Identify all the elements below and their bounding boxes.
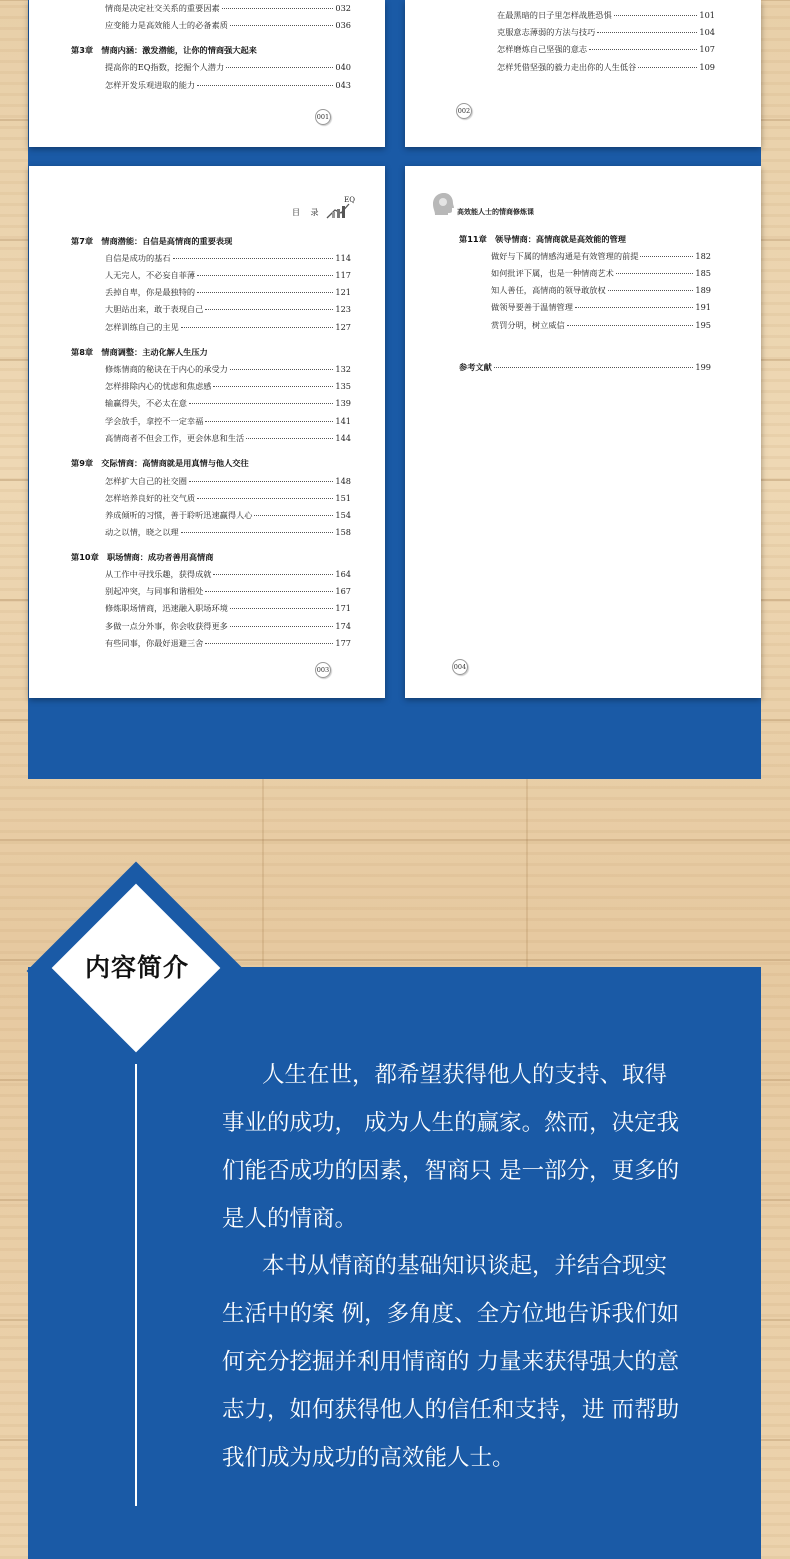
chapter-heading: 第9章 交际情商：高情商就是用真情与他人交往 xyxy=(71,458,249,468)
toc-entry: 学会放手，拿控不一定幸福 141 xyxy=(105,416,351,426)
page-number: 004 xyxy=(452,659,468,675)
intro-paragraph-2: 本书从情商的基础知识谈起，并结合现实生活中的案 例，多角度、全方位地告诉我们如何充分挖掘并利用情商的 力量来获得强大的意志力，如何获得他人的信任和支持，进 而帮助我们成为成功的高效能人士。 xyxy=(222,1253,680,1471)
toc-entry: 人无完人，不必妄自菲薄 117 xyxy=(105,270,351,280)
toc-entry: 如何批评下属，也是一种情商艺术 185 xyxy=(491,268,711,278)
references-entry: 参考文献 199 xyxy=(459,362,711,372)
toc-entry: 怎样凭借坚强的毅力走出你的人生低谷 109 xyxy=(497,62,715,72)
toc-entry: 情商是决定社交关系的重要因素 032 xyxy=(105,3,351,13)
toc-entry: 应变能力是高效能人士的必备素质 036 xyxy=(105,20,351,30)
chapter-heading: 第10章 职场情商：成功者善用高情商 xyxy=(71,552,214,562)
page-number: 001 xyxy=(315,109,331,125)
toc-entry: 做好与下属的情感沟通是有效管理的前提 182 xyxy=(491,251,711,261)
toc-page-004 xyxy=(405,166,761,698)
section-title: 内容简介 xyxy=(84,953,189,982)
toc-entry: 高情商者不但会工作，更会休息和生活 144 xyxy=(105,433,351,443)
toc-entry: 做领导要善于温情管理 191 xyxy=(491,302,711,312)
toc-entry: 怎样培养良好的社交气质 151 xyxy=(105,493,351,503)
chapter-heading: 第11章 领导情商：高情商就是高效能的管理 xyxy=(459,234,626,244)
chapter-heading: 第7章 情商潜能：自信是高情商的重要表现 xyxy=(71,236,233,246)
toc-entry: 养成倾听的习惯，善于聆听迅速赢得人心 154 xyxy=(105,510,351,520)
toc-entry: 克服意志薄弱的方法与技巧 104 xyxy=(497,27,715,37)
toc-entry: 修炼情商的秘诀在于内心的承受力 132 xyxy=(105,364,351,374)
toc-page-001 xyxy=(29,0,385,147)
toc-entry: 自信是成功的基石 114 xyxy=(105,253,351,263)
toc-entry: 怎样扩大自己的社交圈 148 xyxy=(105,476,351,486)
eq-logo: EQ xyxy=(325,196,355,220)
toc-entry: 怎样磨炼自己坚强的意志 107 xyxy=(497,44,715,54)
toc-entry: 丢掉自卑，你是最独特的 121 xyxy=(105,287,351,297)
toc-title: 目 录 xyxy=(292,208,323,217)
toc-page-002 xyxy=(405,0,761,147)
toc-entry: 提高你的EQ指数，挖掘个人潜力 040 xyxy=(105,62,351,72)
toc-entry: 动之以情，晓之以理 158 xyxy=(105,527,351,537)
toc-page-003 xyxy=(29,166,385,698)
chapter-heading: 第8章 情商调整：主动化解人生压力 xyxy=(71,347,208,357)
head-silhouette-icon xyxy=(429,191,455,217)
toc-entry: 知人善任，高情商的领导敢放权 189 xyxy=(491,285,711,295)
toc-entry: 怎样开发乐观进取的能力 043 xyxy=(105,80,351,90)
toc-entry: 有些同事，你最好退避三舍 177 xyxy=(105,638,351,648)
toc-entry: 修炼职场情商，迅速融入职场环境 171 xyxy=(105,603,351,613)
page-number: 003 xyxy=(315,662,331,678)
vertical-divider xyxy=(135,1064,137,1506)
chapter-heading: 第3章 情商内涵：激发潜能，让你的情商强大起来 xyxy=(71,45,257,55)
intro-paragraph-1: 人生在世，都希望获得他人的支持、取得事业的成功， 成为人生的赢家。然而，决定我们能否成功的因素，智商只 是一部分，更多的是人的情商。 xyxy=(222,1062,680,1232)
toc-entry: 从工作中寻找乐趣，获得成就 164 xyxy=(105,569,351,579)
toc-entry: 大胆站出来，敢于表现自己 123 xyxy=(105,304,351,314)
toc-entry: 多做一点分外事，你会收获得更多 174 xyxy=(105,621,351,631)
running-header: 高效能人士的情商修炼课 xyxy=(457,207,534,216)
toc-entry: 怎样排除内心的忧虑和焦虑感 135 xyxy=(105,381,351,391)
toc-entry: 输赢得失，不必太在意 139 xyxy=(105,398,351,408)
toc-entry: 在最黑暗的日子里怎样战胜恐惧 101 xyxy=(497,10,715,20)
toc-entry: 赏罚分明，树立威信 195 xyxy=(491,320,711,330)
toc-entry: 怎样训练自己的主见 127 xyxy=(105,322,351,332)
page-number: 002 xyxy=(456,103,472,119)
toc-entry: 别起冲突，与同事和谐相处 167 xyxy=(105,586,351,596)
